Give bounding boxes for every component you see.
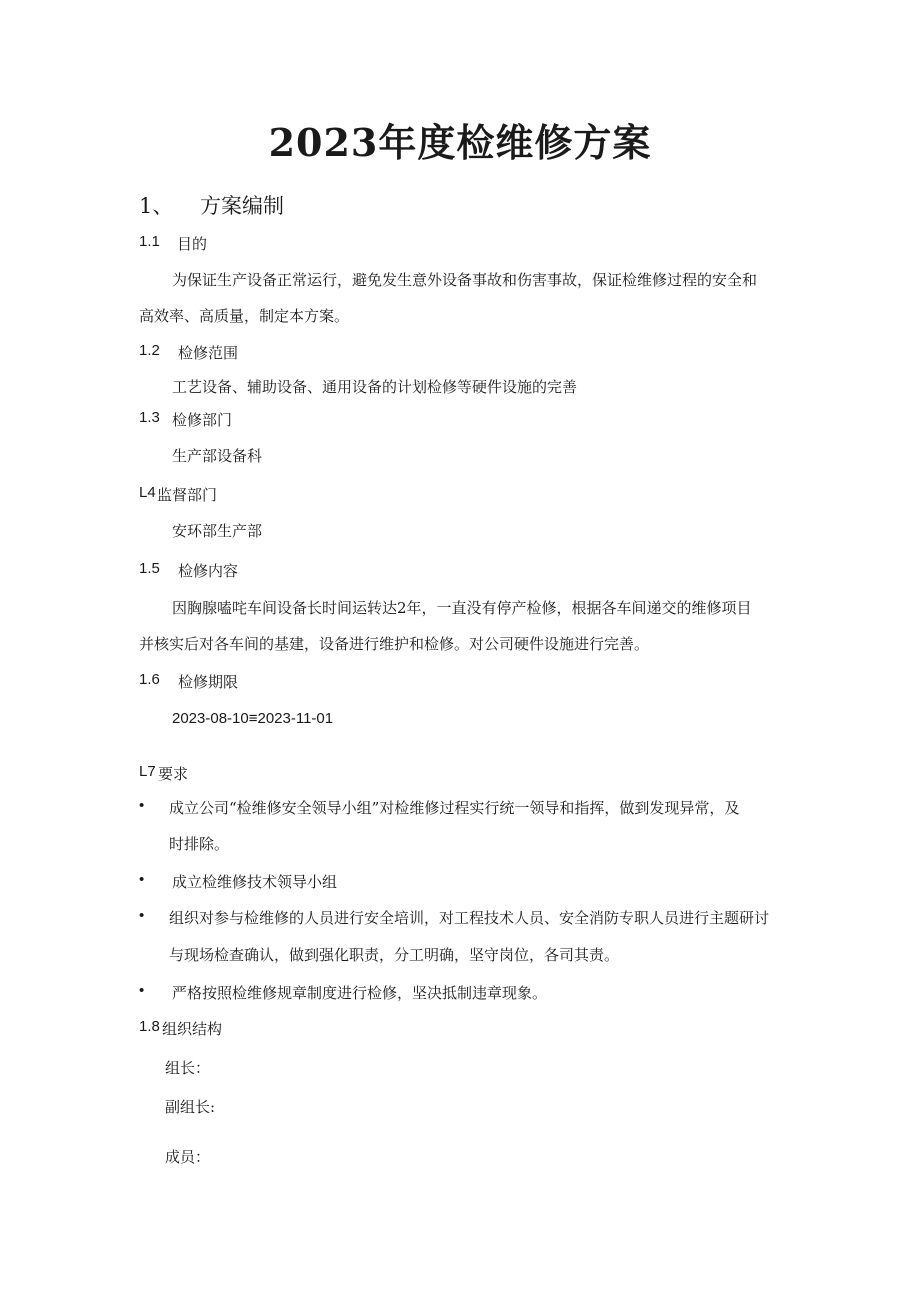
section-1-5-line1: 因胸腺嗑咤车间设备长时间运转达2年，一直没有停产检修，根据各车间递交的维修项目 <box>172 599 752 617</box>
section-1-1-line2: 高效率、高质量，制定本方案。 <box>139 307 350 325</box>
section-1-2-number: 1.2 <box>139 342 160 359</box>
org-leader: 组长： <box>165 1059 211 1077</box>
section-1-5-label: 检修内容 <box>178 562 239 580</box>
bullet-icon: • <box>139 907 145 924</box>
requirement-1-line1: 成立公司“检维修安全领导小组”对检维修过程实行统一领导和指挥，做到发现异常，及 <box>169 799 740 817</box>
heading-1-number: 1、 <box>139 194 174 218</box>
section-1-6-label: 检修期限 <box>178 673 239 691</box>
section-1-5-line2: 并核实后对各车间的基建，设备进行维护和检修。对公司硬件设施进行完善。 <box>139 635 650 653</box>
section-1-1-label: 目的 <box>177 235 208 253</box>
section-1-7-label: 要求 <box>158 765 189 783</box>
section-1-5-number: 1.5 <box>139 560 160 577</box>
section-1-6-text: 2023-08-10≡2023-11-01 <box>172 710 334 727</box>
section-1-4-number: L4 <box>139 484 156 501</box>
org-members: 成员： <box>165 1148 211 1166</box>
section-1-7-number: L7 <box>139 763 156 780</box>
requirement-4-line1: 严格按照检维修规章制度进行检修，坚决抵制违章现象。 <box>172 984 548 1002</box>
requirement-2-line1: 成立检维修技术领导小组 <box>172 873 338 891</box>
section-1-6-number: 1.6 <box>139 671 160 688</box>
page-title: 2023年度检维修方案 <box>268 120 652 165</box>
section-1-2-label: 检修范围 <box>178 344 239 362</box>
requirement-3-line1: 组织对参与检维修的人员进行安全培训，对工程技术人员、安全消防专职人员进行主题研讨 <box>169 909 770 927</box>
section-1-4-label: 监督部门 <box>157 486 218 504</box>
bullet-icon: • <box>139 982 145 999</box>
heading-1-text: 方案编制 <box>200 194 284 218</box>
bullet-icon: • <box>139 797 145 814</box>
section-1-1-number: 1.1 <box>139 233 160 250</box>
section-1-2-text: 工艺设备、辅助设备、通用设备的计划检修等硬件设施的完善 <box>172 378 578 396</box>
section-1-3-label: 检修部门 <box>172 411 233 429</box>
section-1-8-number: 1.8 <box>139 1018 160 1035</box>
section-1-3-number: 1.3 <box>139 409 160 426</box>
requirement-1-line2: 时排除。 <box>169 835 230 853</box>
org-deputy-leader: 副组长: <box>165 1098 216 1116</box>
section-1-3-text: 生产部设备科 <box>172 447 263 465</box>
requirement-3-line2: 与现场检查确认，做到强化职责，分工明确，坚守岗位，各司其责。 <box>169 946 620 964</box>
section-1-8-label: 组织结构 <box>162 1020 223 1038</box>
section-1-1-line1: 为保证生产设备正常运行，避免发生意外设备事故和伤害事故，保证检维修过程的安全和 <box>172 271 758 289</box>
section-1-4-text: 安环部生产部 <box>172 522 263 540</box>
bullet-icon: • <box>139 871 145 888</box>
